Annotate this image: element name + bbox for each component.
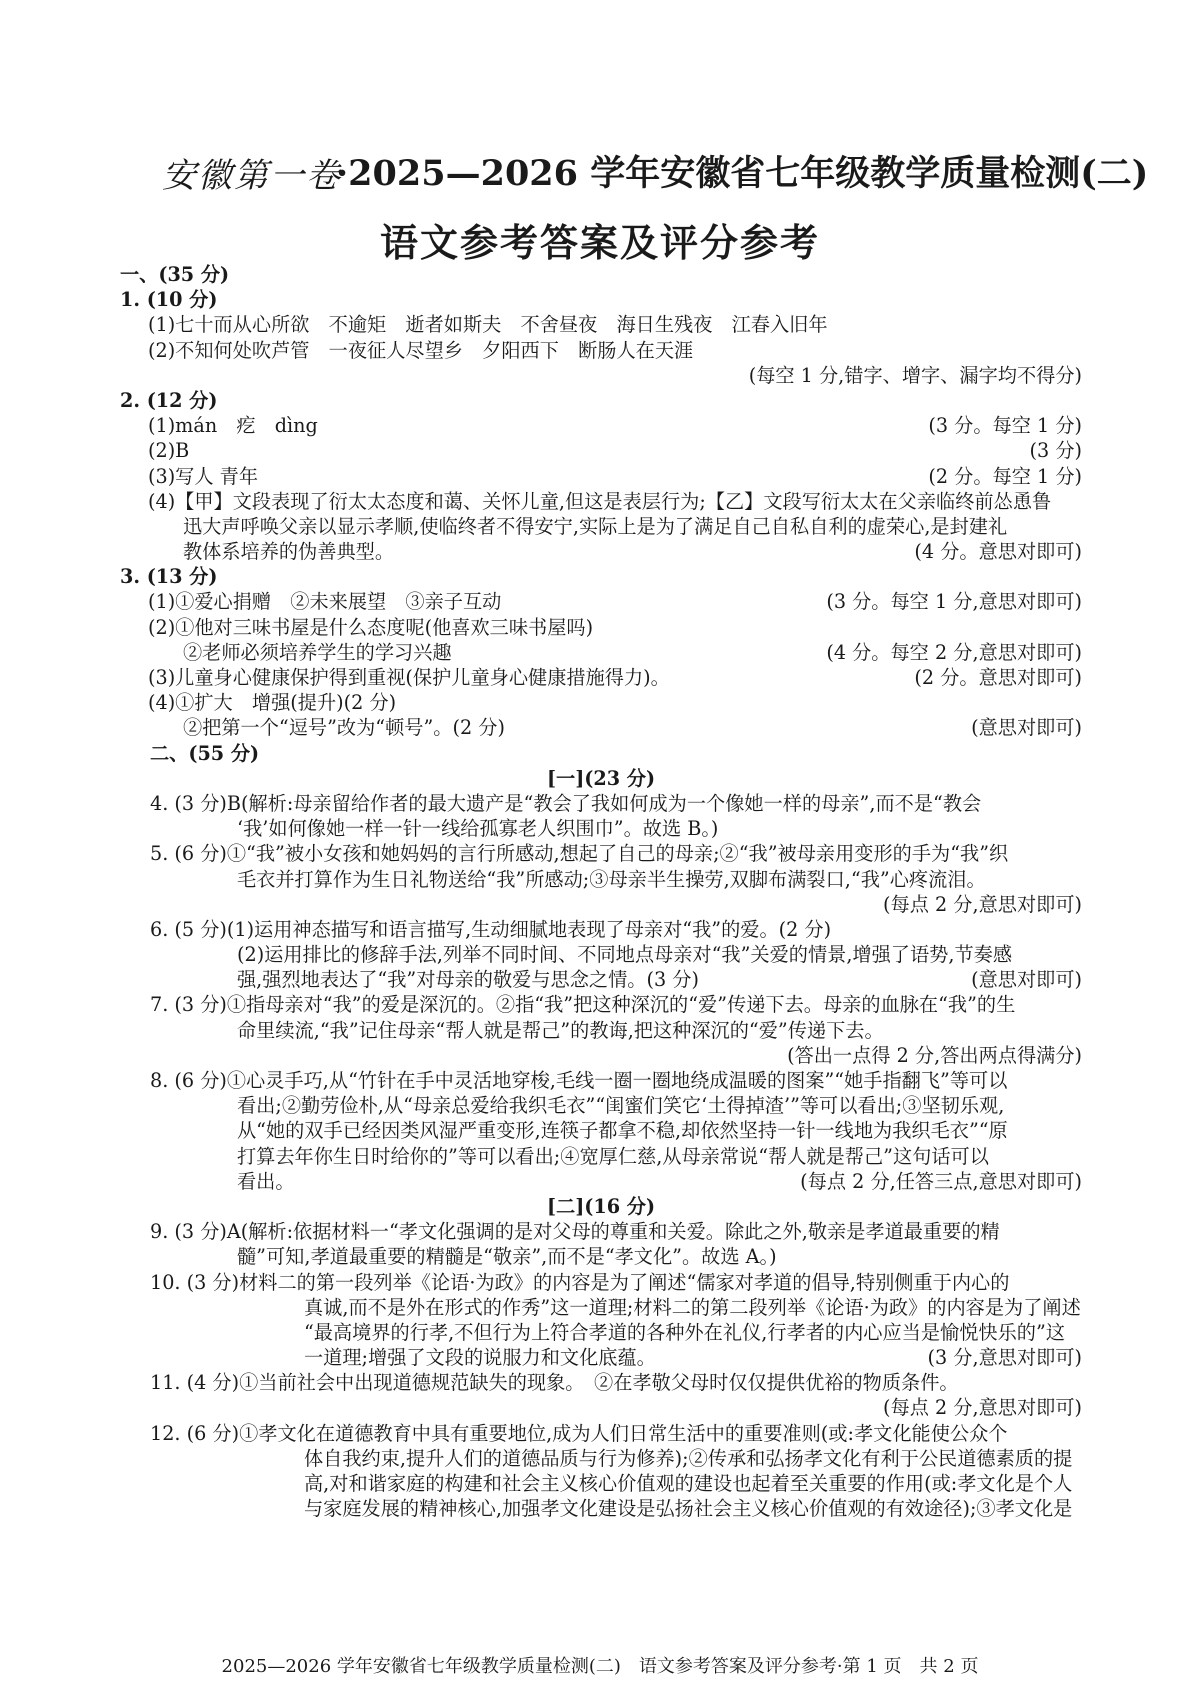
answer-line (120, 665, 1082, 690)
answer-line (120, 287, 1082, 312)
answer-text: 看出;②勤劳俭朴,从“母亲总爱给我织毛衣”“闺蜜们笑它‘土得掉渣’”等可以看出;③坚韧乐观, (237, 1094, 1005, 1118)
score-note: (每空 1 分,错字、增字、漏字均不得分) (748, 363, 1082, 387)
answer-text: 看出。 (237, 1169, 295, 1193)
answer-line (120, 741, 1082, 766)
answer-text: (1)①爱心捐赠 ②未来展望 ③亲子互动 (148, 590, 502, 614)
answer-line (120, 715, 1082, 740)
score-note: (3 分。每空 1 分,意思对即可) (826, 590, 1082, 614)
answer-text: ‘我’如何像她一样一针一线给孤寡老人织围巾”。故选 B。) (237, 817, 719, 841)
answer-text: 一、(35 分) (120, 263, 230, 286)
answer-line (120, 1421, 1082, 1446)
answer-body (120, 262, 1082, 1521)
answer-text: (2)运用排比的修辞手法,列举不同时间、不同地点母亲对“我”关爱的情景,增强了语势,节奏感 (237, 943, 1013, 967)
answer-text: 迅大声呼唤父亲以显示孝顺,使临终者不得安宁,实际上是为了满足自己自私自利的虚荣心,是封建礼 (183, 514, 1008, 538)
answer-line (120, 514, 1082, 539)
answer-line (120, 1320, 1082, 1345)
answer-line (120, 1068, 1082, 1093)
answer-text: 真诚,而不是外在形式的作秀”这一道理;材料二的第二段列举《论语·为政》的内容是为了阐述 (304, 1295, 1081, 1319)
answer-line (120, 841, 1082, 866)
answer-text: 9. (3 分)A(解析:依据材料一“孝文化强调的是对父母的尊重和关爱。除此之外,敬亲是孝道最重要的精 (150, 1220, 1000, 1244)
answer-text: 12. (6 分)①孝文化在道德教育中具有重要地位,成为人们日常生活中的重要准则(或:孝文化能使公众个 (150, 1421, 1008, 1445)
score-note: (2 分。意思对即可) (914, 666, 1082, 689)
answer-line (120, 413, 1082, 438)
answer-line (120, 589, 1082, 614)
answer-line (120, 640, 1082, 665)
answer-line (120, 791, 1082, 816)
answer-line (120, 363, 1082, 388)
answer-line (120, 690, 1082, 715)
answer-text: (2)不知何处吹芦管 一夜征人尽望乡 夕阳西下 断肠人在天涯 (148, 338, 694, 362)
score-note: (4 分。每空 2 分,意思对即可) (826, 640, 1082, 664)
score-note: (每点 2 分,任答三点,意思对即可) (800, 1169, 1082, 1193)
answer-text: “最高境界的行孝,不但行为上符合孝道的各种外在礼仪,行孝者的内心应当是愉悦快乐的”这 (304, 1320, 1065, 1344)
answer-line (120, 1018, 1082, 1043)
answer-text: 体自我约束,提升人们的道德品质与行为修养);②传承和弘扬孝文化有利于公民道德素质的提 (304, 1446, 1073, 1470)
answer-line (120, 615, 1082, 640)
score-note: (每点 2 分,意思对即可) (883, 892, 1082, 916)
answer-text: 11. (4 分)①当前社会中出现道德规范缺失的现象。 ②在孝敬父母时仅仅提供优裕的物质条件。 (150, 1371, 959, 1395)
answer-line (120, 312, 1082, 337)
answer-line (120, 1471, 1082, 1496)
answer-line (120, 464, 1082, 489)
answer-line (120, 1169, 1082, 1194)
answer-line (120, 489, 1082, 514)
answer-text: (1)七十而从心所欲 不逾矩 逝者如斯夫 不舍昼夜 海日生残夜 江春入旧年 (148, 313, 828, 337)
answer-line (120, 564, 1082, 589)
answer-line (120, 766, 1082, 791)
answer-text: 髓”可知,孝道最重要的精髓是“敬亲”,而不是“孝文化”。故选 A。) (237, 1245, 777, 1269)
answer-text: 从“她的双手已经因类风湿严重变形,连筷子都拿不稳,却依然坚持一针一线地为我织毛衣”“原 (237, 1119, 1008, 1143)
answer-text: 高,对和谐家庭的构建和社会主义核心价值观的建设也起着至关重要的作用(或:孝文化是个人 (304, 1472, 1073, 1495)
answer-line (120, 942, 1082, 967)
brand-logo-text: 安徽第一卷 (162, 156, 342, 196)
answer-line (120, 892, 1082, 917)
answer-line (120, 816, 1082, 841)
answer-line (120, 1194, 1082, 1219)
score-note: (4 分。意思对即可) (914, 540, 1082, 564)
answer-text: 6. (5 分)(1)运用神态描写和语言描写,生动细腻地表现了母亲对“我”的爱。(2 分) (150, 917, 832, 941)
answer-text: (1)mán 疙 dìng (148, 414, 318, 438)
answer-text: (3)儿童身心健康保护得到重视(保护儿童身心健康措施得力)。 (148, 666, 670, 689)
answer-text: 二、(55 分) (150, 741, 260, 765)
answer-text: 4. (3 分)B(解析:母亲留给作者的最大遗产是“教会了我如何成为一个像她一样的母亲”,而不是“教会 (150, 791, 982, 815)
score-note: (3 分) (1029, 439, 1082, 463)
answer-line (120, 338, 1082, 363)
answer-text: [一](23 分) (546, 766, 656, 790)
answer-line (120, 1345, 1082, 1370)
page-subtitle: 语文参考答案及评分参考 (379, 220, 820, 265)
answer-text: 一道理;增强了文段的说服力和文化底蕴。 (304, 1346, 656, 1370)
page-title: ·2025—2026 学年安徽省七年级教学质量检测(二) (336, 153, 1149, 194)
answer-line (120, 1270, 1082, 1295)
answer-line (120, 917, 1082, 942)
answer-line (120, 1244, 1082, 1269)
answer-text: 3. (13 分) (120, 565, 218, 589)
answer-text: 1. (10 分) (120, 288, 218, 312)
answer-line (120, 1144, 1082, 1169)
score-note: (3 分。每空 1 分) (928, 414, 1082, 438)
answer-line (120, 1370, 1082, 1395)
score-note: (意思对即可) (971, 968, 1082, 992)
answer-line (120, 1093, 1082, 1118)
answer-text: (2)B (148, 439, 190, 463)
answer-line (120, 1118, 1082, 1143)
answer-text: ②老师必须培养学生的学习兴趣 (183, 640, 452, 664)
answer-text: 教体系培养的伪善典型。 (183, 540, 395, 564)
answer-line (120, 388, 1082, 413)
answer-line (120, 262, 1082, 287)
score-note: (意思对即可) (971, 716, 1082, 740)
answer-line (120, 1496, 1082, 1521)
answer-text: 命里续流,“我”记住母亲“帮人就是帮己”的教诲,把这种深沉的“爱”传递下去。 (237, 1018, 884, 1042)
answer-text: 与家庭发展的精神核心,加强孝文化建设是弘扬社会主义核心价值观的有效途径);③孝文化是 (304, 1497, 1073, 1521)
answer-text: 8. (6 分)①心灵手巧,从“竹针在手中灵活地穿梭,毛线一圈一圈地绕成温暖的图案”“她手指翻飞”等可以 (150, 1069, 1008, 1092)
score-note: (每点 2 分,意思对即可) (883, 1396, 1082, 1420)
answer-line (120, 867, 1082, 892)
score-note: (2 分。每空 1 分) (928, 464, 1082, 488)
answer-line (120, 539, 1082, 564)
answer-text: 毛衣并打算作为生日礼物送给“我”所感动;③母亲半生操劳,双脚布满裂口,“我”心疼流泪。 (237, 867, 986, 891)
answer-line (120, 1043, 1082, 1068)
page-footer: 2025—2026 学年安徽省七年级教学质量检测(二) 语文参考答案及评分参考·第 1 页 共 2 页 (221, 1656, 979, 1677)
answer-line (120, 992, 1082, 1017)
answer-text: 5. (6 分)①“我”被小女孩和她妈妈的言行所感动,想起了自己的母亲;②“我”被母亲用变形的手为“我”织 (150, 842, 1009, 866)
answer-line (120, 967, 1082, 992)
answer-text: ②把第一个“逗号”改为“顿号”。(2 分) (183, 716, 505, 740)
answer-text: (4)①扩大 增强(提升)(2 分) (148, 691, 397, 715)
answer-line (120, 1395, 1082, 1420)
answer-line (120, 1219, 1082, 1244)
score-note: (答出一点得 2 分,答出两点得满分) (787, 1043, 1082, 1067)
answer-text: 强,强烈地表达了“我”对母亲的敬爱与思念之情。(3 分) (237, 968, 699, 992)
answer-line (120, 438, 1082, 463)
answer-text: [二](16 分) (546, 1194, 656, 1218)
answer-text: (3)写人 青年 (148, 464, 259, 488)
answer-text: (2)①他对三味书屋是什么态度呢(他喜欢三味书屋吗) (148, 615, 594, 639)
answer-text: 2. (12 分) (120, 388, 218, 412)
answer-line (120, 1295, 1082, 1320)
answer-text: (4)【甲】文段表现了衍太太态度和蔼、关怀儿童,但这是表层行为;【乙】文段写衍太太在父亲临终前怂恿鲁 (148, 489, 1052, 513)
answer-text: 7. (3 分)①指母亲对“我”的爱是深沉的。②指“我”把这种深沉的“爱”传递下去。母亲的血脉在“我”的生 (150, 993, 1016, 1017)
answer-text: 打算去年你生日时给你的”等可以看出;④宽厚仁慈,从母亲常说“帮人就是帮己”这句话可以 (237, 1144, 989, 1168)
score-note: (3 分,意思对即可) (927, 1346, 1082, 1370)
answer-text: 10. (3 分)材料二的第一段列举《论语·为政》的内容是为了阐述“儒家对孝道的倡导,特别侧重于内心的 (150, 1270, 1010, 1294)
answer-line (120, 1446, 1082, 1471)
